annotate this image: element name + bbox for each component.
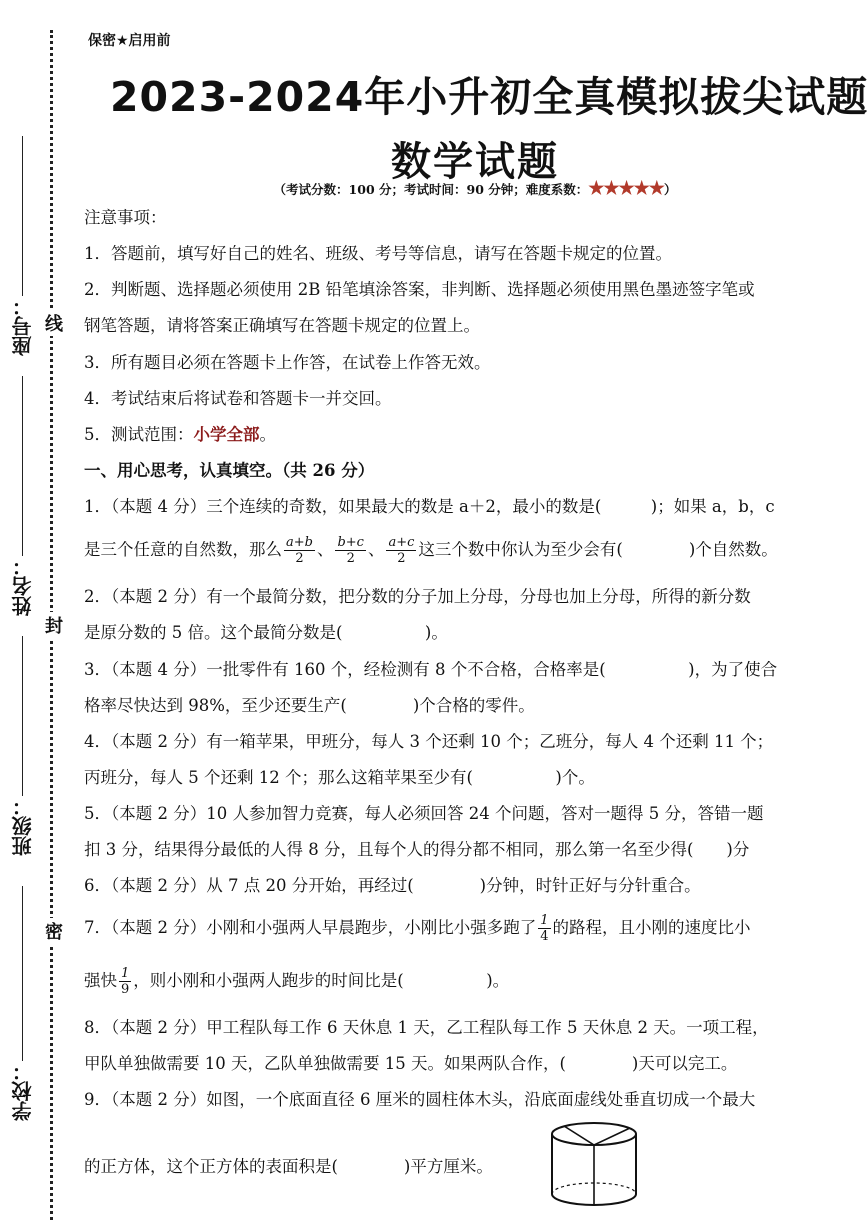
- confidential-label: 保密★启用前: [88, 33, 171, 49]
- fraction-denominator: 9: [121, 982, 130, 997]
- question-3-line-2: 格率尽快达到 98%，至少还要生产( )个合格的零件。: [84, 696, 535, 715]
- q1-text-a: 是三个任意的自然数，那么: [84, 540, 282, 559]
- scope-value: 小学全部: [193, 425, 260, 444]
- note-item: 1．答题前，填写好自己的姓名、班级、考号等信息，请写在答题卡规定的位置。: [84, 244, 672, 263]
- question-2-line-2: 是原分数的 5 倍。这个最简分数是( )。: [84, 623, 448, 642]
- seat-number-label: 座号：: [10, 296, 35, 356]
- fraction-numerator: 1: [540, 913, 549, 928]
- name-label: 姓名：: [10, 556, 35, 616]
- question-4-line-1: 4．（本题 2 分）有一箱苹果，甲班分，每人 3 个还剩 10 个；乙班分，每人 4 个还剩 11 个；: [84, 732, 774, 751]
- note-item: 4．考试结束后将试卷和答题卡一并交回。: [84, 389, 392, 408]
- school-rule: [22, 886, 23, 1061]
- q1-sep: 、: [367, 540, 385, 559]
- question-6-line-1: 6．（本题 2 分）从 7 点 20 分开始，再经过( )分钟，时针正好与分针重合。: [84, 876, 701, 895]
- q7-text-a: 7．（本题 2 分）小刚和小强两人早晨跑步，小刚比小强多跑了: [84, 918, 537, 937]
- scope-suffix: 。: [259, 425, 276, 444]
- cylinder-figure: [546, 1120, 646, 1212]
- difficulty-stars-icon: ★★★★★: [588, 178, 664, 199]
- notes-heading: 注意事项：: [84, 208, 167, 227]
- fraction-numerator: 1: [121, 966, 130, 981]
- binding-mark-xian: 线: [42, 310, 66, 336]
- question-1-line-2: [84, 533, 844, 567]
- question-9-line-2: 的正方体，这个正方体的表面积是( )平方厘米。: [84, 1157, 493, 1176]
- fraction: [284, 535, 315, 566]
- note-item-scope: [84, 423, 844, 447]
- exam-subtitle: 数学试题: [391, 139, 559, 185]
- binding-mark-mi: 密: [42, 918, 66, 944]
- class-label: 班级：: [10, 796, 35, 856]
- fraction-numerator: a+c: [388, 535, 415, 550]
- note-item: 2．判断题、选择题必须使用 2B 铅笔填涂答案，非判断、选择题必须使用黑色墨迹签字笔或: [84, 280, 755, 299]
- question-4-line-2: 丙班分，每人 5 个还剩 12 个；那么这箱苹果至少有( )个。: [84, 768, 595, 787]
- question-9-line-1: 9．（本题 2 分）如图，一个底面直径 6 厘米的圆柱体木头，沿底面虚线处垂直切成一个最大: [84, 1090, 756, 1109]
- question-1-line-1: 1．（本题 4 分）三个连续的奇数，如果最大的数是 a＋2，最小的数是( )；如果 a，b，c: [84, 497, 775, 516]
- fraction-denominator: 4: [540, 929, 549, 944]
- note-item: 3．所有题目必须在答题卡上作答，在试卷上作答无效。: [84, 353, 491, 372]
- fraction: [386, 535, 416, 566]
- fraction-denominator: 2: [295, 551, 304, 566]
- exam-title: 2023-2024年小升初全真模拟拔尖试题: [110, 73, 868, 121]
- fraction-denominator: 2: [397, 551, 406, 566]
- question-3-line-1: 3．（本题 4 分）一批零件有 160 个，经检测有 8 个不合格，合格率是( )，为了使合: [84, 660, 778, 679]
- q7-text-c: 强快: [84, 971, 117, 990]
- name-field: [4, 370, 40, 616]
- question-8-line-1: 8．（本题 2 分）甲工程队每工作 6 天休息 1 天，乙工程队每工作 5 天休息 2 天。一项工程，: [84, 1018, 769, 1037]
- seat-number-rule: [22, 136, 23, 296]
- fraction-numerator: a+b: [286, 535, 313, 550]
- school-field: [4, 880, 40, 1121]
- question-8-line-2: 甲队单独做需要 10 天，乙队单独做需要 15 天。如果两队合作，( )天可以完工。: [84, 1054, 738, 1073]
- binding-mark-feng: 封: [42, 612, 66, 638]
- question-7-line-1: [84, 910, 844, 946]
- class-field: [4, 630, 40, 856]
- section-heading: 一、用心思考，认真填空。（共 26 分）: [84, 461, 375, 480]
- fraction-denominator: 2: [346, 551, 355, 566]
- exam-meta-end: ）: [663, 182, 677, 197]
- q7-text-b: 的路程，且小刚的速度比小: [552, 918, 751, 937]
- fraction-numerator: b+c: [337, 535, 364, 550]
- class-rule: [22, 636, 23, 796]
- fraction: [119, 966, 131, 997]
- q1-text-b: 这三个数中你认为至少会有( )个自然数。: [418, 540, 778, 559]
- q7-text-d: ，则小刚和小强两人跑步的时间比是( )。: [133, 971, 510, 990]
- school-label: 学校：: [10, 1061, 35, 1121]
- exam-meta: [110, 178, 840, 199]
- exam-meta-text: （考试分数：100 分；考试时间：90 分钟；难度系数：: [273, 182, 589, 197]
- question-5-line-2: 扣 3 分，结果得分最低的人得 8 分，且每个人的得分都不相同，那么第一名至少得( )分: [84, 840, 750, 859]
- question-2-line-1: 2．（本题 2 分）有一个最简分数，把分数的分子加上分母，分母也加上分母，所得的新分数: [84, 587, 751, 606]
- seat-number-field: [4, 130, 40, 356]
- name-rule: [22, 376, 23, 556]
- q1-sep: 、: [316, 540, 334, 559]
- note-item: 钢笔答题，请将答案正确填写在答题卡规定的位置上。: [84, 316, 480, 335]
- fraction: [335, 535, 366, 566]
- question-5-line-1: 5．（本题 2 分）10 人参加智力竞赛，每人必须回答 24 个问题，答对一题得 5 分，答错一题: [84, 804, 764, 823]
- scope-prefix: 5．测试范围：: [84, 425, 194, 444]
- question-7-line-2: [84, 963, 844, 999]
- fraction: [538, 913, 550, 944]
